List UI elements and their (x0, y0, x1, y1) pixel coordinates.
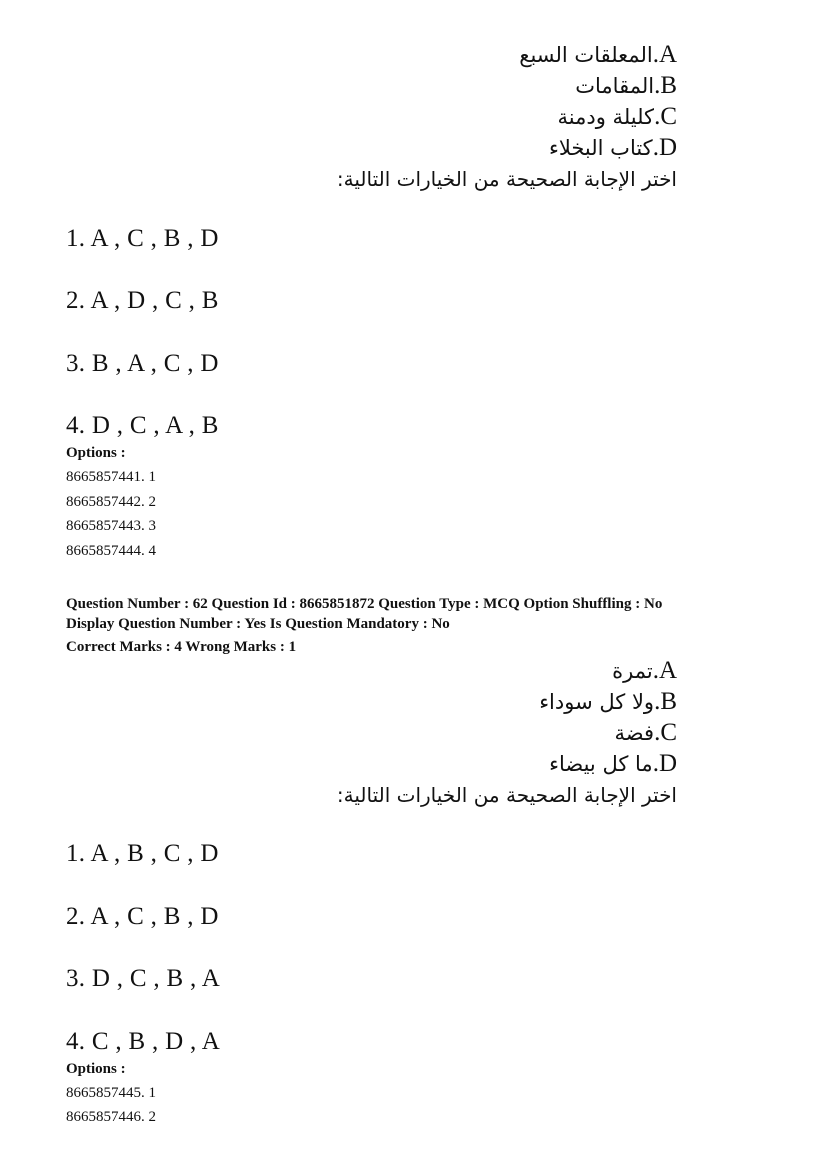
match-item-label: D (658, 750, 677, 777)
match-item-label: B (660, 688, 677, 715)
match-item-b: المقامات.B (575, 72, 677, 99)
option-id: 8665857441. 1 (66, 469, 156, 485)
match-item-text: المقامات (575, 74, 655, 98)
question-marks: Correct Marks : 4 Wrong Marks : 1 (66, 639, 297, 655)
match-item-d: كتاب البخلاء.D (548, 134, 677, 161)
options-label: Options : (66, 445, 126, 461)
match-item-label: A (658, 41, 677, 68)
option-id: 8665857444. 4 (66, 543, 156, 559)
match-item-text: فضة (614, 721, 655, 745)
match-item-label: C (660, 719, 677, 746)
answer-choice-1: 1. A , B , C , D (66, 840, 219, 867)
question-meta: Question Number : 62 Question Id : 8665851872 Question Type : MCQ Option Shuffling : No (66, 596, 663, 612)
match-item-label: D (658, 134, 677, 161)
match-item-text: كليلة ودمنة (557, 105, 655, 129)
answer-choice-3: 3. D , C , B , A (66, 965, 221, 992)
match-item-a: المعلقات السبع.A (519, 41, 677, 68)
option-id: 8665857442. 2 (66, 494, 156, 510)
match-item-c: كليلة ودمنة.C (557, 103, 677, 130)
answer-choice-4: 4. D , C , A , B (66, 412, 219, 439)
match-item-d: ما كل بيضاء.D (549, 750, 677, 777)
match-item-c: فضة.C (614, 719, 677, 746)
question-prompt: اختر الإجابة الصحيحة من الخيارات التالية: (336, 167, 677, 191)
option-id: 8665857445. 1 (66, 1085, 156, 1101)
options-label: Options : (66, 1061, 126, 1077)
match-item-label: B (660, 72, 677, 99)
match-item-label: A (658, 657, 677, 684)
answer-choice-2: 2. A , C , B , D (66, 903, 219, 930)
answer-choice-2: 2. A , D , C , B (66, 287, 219, 314)
option-id: 8665857443. 3 (66, 518, 156, 534)
answer-choice-3: 3. B , A , C , D (66, 350, 219, 377)
match-item-b: ولا كل سوداء.B (539, 688, 677, 715)
question-prompt: اختر الإجابة الصحيحة من الخيارات التالية: (336, 783, 677, 807)
match-item-text: كتاب البخلاء (548, 136, 653, 160)
match-item-a: تمرة.A (612, 657, 677, 684)
answer-choice-4: 4. C , B , D , A (66, 1028, 221, 1055)
answer-choice-1: 1. A , C , B , D (66, 225, 219, 252)
match-item-text: تمرة (612, 659, 653, 683)
match-item-text: ولا كل سوداء (539, 690, 655, 714)
match-item-text: ما كل بيضاء (549, 752, 653, 776)
question-meta-2: Display Question Number : Yes Is Question Mandatory : No (66, 616, 450, 632)
option-id: 8665857446. 2 (66, 1109, 156, 1125)
match-item-label: C (660, 103, 677, 130)
match-item-text: المعلقات السبع (519, 43, 653, 67)
